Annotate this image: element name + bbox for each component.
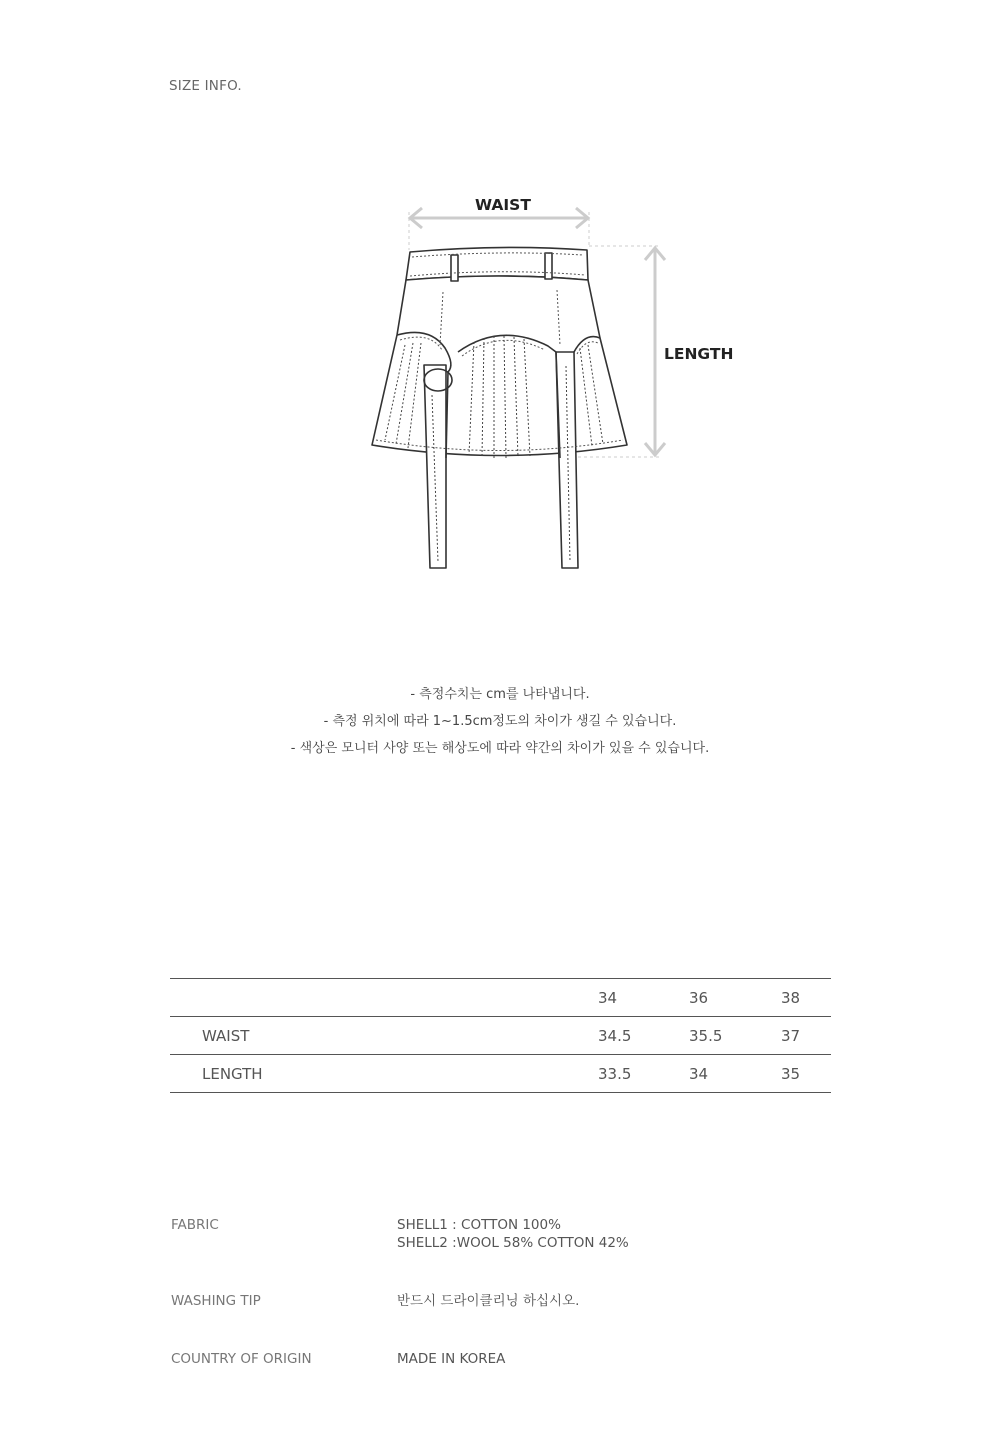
- origin-label: COUNTRY OF ORIGIN: [171, 1351, 312, 1367]
- table-row: [170, 1017, 831, 1055]
- table-header-cell: [170, 979, 598, 1017]
- note-line: - 측정수치는 cm를 나타냅니다.: [410, 687, 590, 702]
- row-label: WAIST: [170, 1017, 598, 1055]
- table-cell: 33.5: [598, 1055, 689, 1093]
- table-header-row: [170, 979, 831, 1017]
- table-cell: 34: [689, 1055, 781, 1093]
- size-38-header: 38: [781, 979, 831, 1017]
- section-title: SIZE INFO.: [169, 78, 242, 94]
- washing-label: WASHING TIP: [171, 1293, 261, 1309]
- row-label: LENGTH: [170, 1055, 598, 1093]
- size-36-header: 36: [689, 979, 781, 1017]
- measurement-notes: [0, 681, 1000, 762]
- size-table: [170, 978, 831, 1093]
- length-arrow-icon: [645, 248, 665, 455]
- skirt-sketch-icon: [300, 180, 720, 590]
- length-label: LENGTH: [664, 345, 734, 363]
- table-cell: 34.5: [598, 1017, 689, 1055]
- table-cell: 35: [781, 1055, 831, 1093]
- size-34-header: 34: [598, 979, 689, 1017]
- waist-label: WAIST: [475, 196, 531, 214]
- fabric-label: FABRIC: [171, 1217, 219, 1233]
- note-line: - 색상은 모니터 사양 또는 해상도에 따라 약간의 차이가 있을 수 있습니다.: [290, 741, 710, 756]
- washing-value: 반드시 드라이클리닝 하십시오.: [397, 1293, 580, 1309]
- table-cell: 37: [781, 1017, 831, 1055]
- note-line: - 측정 위치에 따라 1~1.5cm정도의 차이가 생길 수 있습니다.: [323, 714, 677, 729]
- fabric-value: [397, 1216, 629, 1252]
- table-cell: 35.5: [689, 1017, 781, 1055]
- fabric-line: SHELL2 :WOOL 58% COTTON 42%: [397, 1235, 629, 1251]
- table-row: [170, 1055, 831, 1093]
- origin-value: MADE IN KOREA: [397, 1351, 506, 1367]
- fabric-line: SHELL1 : COTTON 100%: [397, 1217, 561, 1233]
